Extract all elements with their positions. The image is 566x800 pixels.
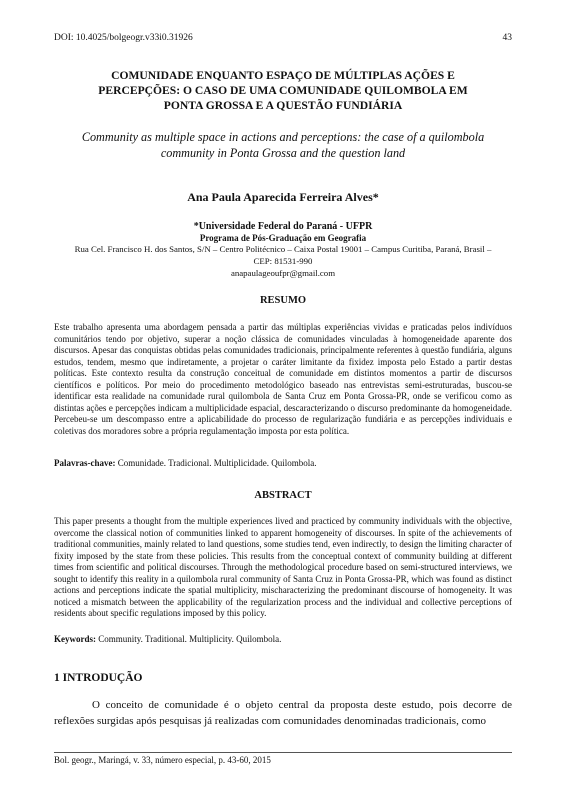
title-english: Community as multiple space in actions and perceptions: the case of a quilombola community in Ponta Grossa and the question land	[81, 130, 485, 160]
doi-text: DOI: 10.4025/bolgeogr.v33i0.31926	[54, 33, 193, 43]
resumo-heading: RESUMO	[259, 295, 307, 306]
title-portuguese: COMUNIDADE ENQUANTO ESPAÇO DE MÚLTIPLAS AÇÕES E PERCEPÇÕES: O CASO DE UMA COMUNIDADE QUILOMBOLA EM PONTA GROSSA E A QUESTÃO FUNDIÁRIA	[98, 69, 468, 112]
resumo-text: Este trabalho apresenta uma abordagem pensada a partir das múltiplas experiências vividas e praticadas pelos indivíduos comunitários tendo por objetivo, superar a noção clássica de comunidades vinculadas à homogeneidade aparente dos discursos. Apesar das conquistas obtidas pelas comunidades tradicionais, principalmente referentes à questão fundiária, alguns estudos, tendem, mesmo que indiretamente, a projetar o caráter limitante da fixidez imposta pelo Estado a partir destas políticas. Este contexto resulta da construção conceitual de comunidade em distintos momentos a partir de discursos científicos e políticos. Por meio do procedimento metodológico baseado nas entrevistas semi-estruturadas, buscou-se identificar esta realidade na comunidade rural quilombola de Santa Cruz em Ponta Grossa-PR, onde se verificou como as distintas ações e percepções indicam a multiplicidade espacial, descaracterizando o discurso predominante da homogeneidade. Percebeu-se um descompasso entre a aplicabilidade do processo de regularização fundiária e as percepções individuais e coletivas dos moradores sobre a própria regulamentação imposta por esta política.	[54, 322, 512, 436]
abstract-keywords	[54, 634, 512, 644]
abstract-keywords-list: Community. Traditional. Multiplicity. Quilombola.	[96, 634, 282, 644]
program-name: Programa de Pós-Graduação em Geografia	[199, 232, 367, 243]
page-number: 43	[502, 33, 512, 43]
address-line-2: CEP: 81531-990	[253, 255, 313, 266]
introduction-heading: 1 INTRODUÇÃO	[54, 672, 143, 684]
resumo-keywords-label: Palavras-chave:	[54, 458, 116, 468]
university-name: *Universidade Federal do Paraná - UFPR	[193, 221, 373, 232]
page-header	[54, 33, 512, 43]
affiliation-block	[40, 221, 526, 280]
resumo-keywords-list: Comunidade. Tradicional. Multiplicidade. Quilombola.	[115, 458, 317, 468]
abstract-heading: ABSTRACT	[254, 490, 312, 501]
introduction-paragraph: O conceito de comunidade é o objeto central da proposta deste estudo, pois decorre de reflexões surgidas após pesquisas já realizadas com comunidades denominadas tradicionais, como	[54, 699, 512, 727]
abstract-keywords-label: Keywords:	[54, 634, 96, 644]
footer-rule	[54, 752, 512, 753]
author-email: anapaulageoufpr@gmail.com	[230, 268, 336, 278]
abstract-text: This paper presents a thought from the multiple experiences lived and practiced by community individuals with the objective, overcome the classical notion of communities linked to apparent homogeneity of discourses. In spite of the achievements of traditional communities, mainly related to land questions, some studies tend, even indirectly, to design the limiting character of fixity imposed by the state from these policies. This results from the conceptual context of community building at different times from scientific and political discourses. Through the methodological procedure based on semi-structured interviews, we sought to identify this reality in a quilombola rural community of Santa Cruz in Ponta Grossa-PR, which was found as distinct actions and perceptions indicate the spatial multiplicity, mischaracterizing the predominant discourse of homogeneity. It was noticed a mismatch between the applicability of the regularization process and the individual and collective perceptions of residents about specific regulations imposed by this policy.	[54, 516, 512, 618]
resumo-keywords	[54, 458, 512, 468]
address-line-1: Rua Cel. Francisco H. dos Santos, S/N – Centro Politécnico – Caixa Postal 19001 – Campus Curitiba, Paraná, Brasil –	[74, 244, 492, 254]
journal-footer: Bol. geogr., Maringá, v. 33, número especial, p. 43-60, 2015	[54, 755, 271, 765]
author-name: Ana Paula Aparecida Ferreira Alves*	[187, 190, 379, 204]
